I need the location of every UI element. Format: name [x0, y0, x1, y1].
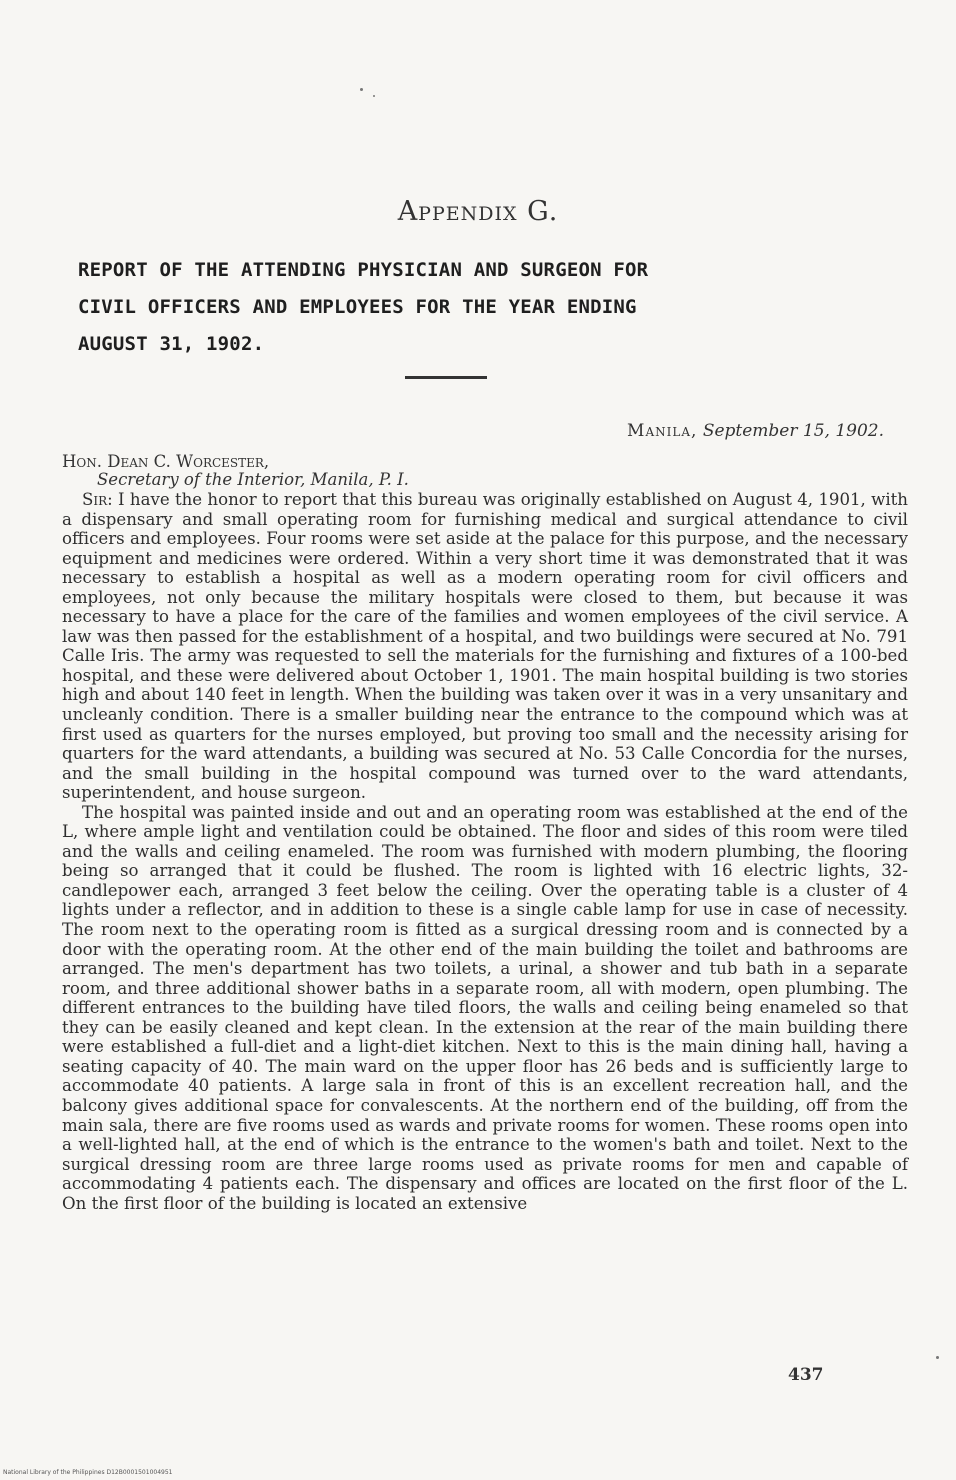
- appendix-heading: Appendix G.: [397, 196, 559, 227]
- paragraph-1: [62, 490, 908, 803]
- dust-speck: [373, 95, 375, 97]
- dust-speck: [936, 1356, 939, 1359]
- report-title: [78, 252, 908, 363]
- paragraph-1-text: I have the honor to report that this bureau was originally established on August 4, 1901, with a dispensary and small operating room for furnishing medical and surgical attendance to civil officers and employees. Four rooms were set aside at the palace for this purpose, and the necessary equipment and medicines were ordered. Within a very short time it was demonstrated that it was necessary to establish a hospital as well as a modern operating room for civil officers and employees, not only because the military hospitals were closed to them, but because it was necessary to have a place for the care of the families and women employees of the civil service. A law was then passed for the establishment of a hospital, and two buildings were secured at No. 791 Calle Iris. The army was requested to sell the materials for the furnishing and fixtures of a 100-bed hospital, and these were delivered about October 1, 1901. The main hospital building is two stories high and about 140 feet in length. When the building was taken over it was in a very unsanitary and uncleanly condition. There is a smaller building near the entrance to the compound which was at first used as quarters for the nurses employed, but proving too small and the necessity arising for quarters for the ward attendants, a building was secured at No. 53 Calle Concordia for the nurses, and the small building in the hospital compound was turned over to the ward attendants, superintendent, and house surgeon.: [62, 490, 908, 803]
- page-number: 437: [788, 1365, 824, 1385]
- paragraph-2: The hospital was painted inside and out and an operating room was established at the end of the L, where ample light and ventilation could be obtained. The floor and sides of this room were tiled and the walls and ceiling enameled. The room was furnished with modern plumbing, the flooring being so arranged that it could be flushed. The room is lighted with 16 electric lights, 32-candlepower each, arranged 3 feet below the ceiling. Over the operating table is a cluster of 4 lights under a reflector, and in addition to these is a single cable lamp for use in case of necessity. The room next to the operating room is fitted as a surgical dressing room and is connected by a door with the operating room. At the other end of the main building the toilet and bathrooms are arranged. The men's department has two toilets, a urinal, a shower and tub bath in a separate room, and three additional shower baths in a separate room, all with modern, open plumbing. The different entrances to the building have tiled floors, the walls and ceiling being enameled so that they can be easily cleaned and kept clean. In the extension at the rear of the main building there were established a full-diet and a light-diet kitchen. Next to this is the main dining hall, having a seating capacity of 40. The main ward on the upper floor has 26 beds and is sufficiently large to accommodate 40 patients. A large sala in front of this is an excellent recreation hall, and the balcony gives additional space for convalescents. At the northern end of the building, off from the main sala, there are five rooms used as wards and private rooms for women. These rooms open into a well-lighted hall, at the end of which is the entrance to the women's bath and toilet. Next to the surgical dressing room are three large rooms used as private rooms for men and capable of accommodating 4 patients each. The dispensary and offices are located on the first floor of the L. On the first floor of the building is located an extensive: [62, 802, 908, 1213]
- title-line-3: AUGUST 31, 1902.: [78, 333, 265, 355]
- dateline-date: September 15, 1902.: [702, 421, 884, 441]
- title-line-2: CIVIL OFFICERS AND EMPLOYEES FOR THE YEAR ENDING: [78, 296, 637, 318]
- addressee-name: Hon. Dean C. Worcester,: [62, 452, 270, 471]
- addressee: [62, 452, 409, 489]
- salutation: Sir:: [82, 490, 113, 509]
- dateline: [627, 421, 884, 441]
- addressee-title: Secretary of the Interior, Manila, P. I.: [97, 470, 409, 489]
- letter-body: [62, 490, 908, 1213]
- title-line-1: REPORT OF THE ATTENDING PHYSICIAN AND SURGEON FOR: [78, 259, 649, 281]
- dateline-city: Manila,: [627, 421, 698, 441]
- divider-rule: [405, 376, 487, 379]
- dust-speck: [360, 88, 363, 91]
- scan-footer: National Library of the Philippines D12B0001501004951: [3, 1469, 173, 1476]
